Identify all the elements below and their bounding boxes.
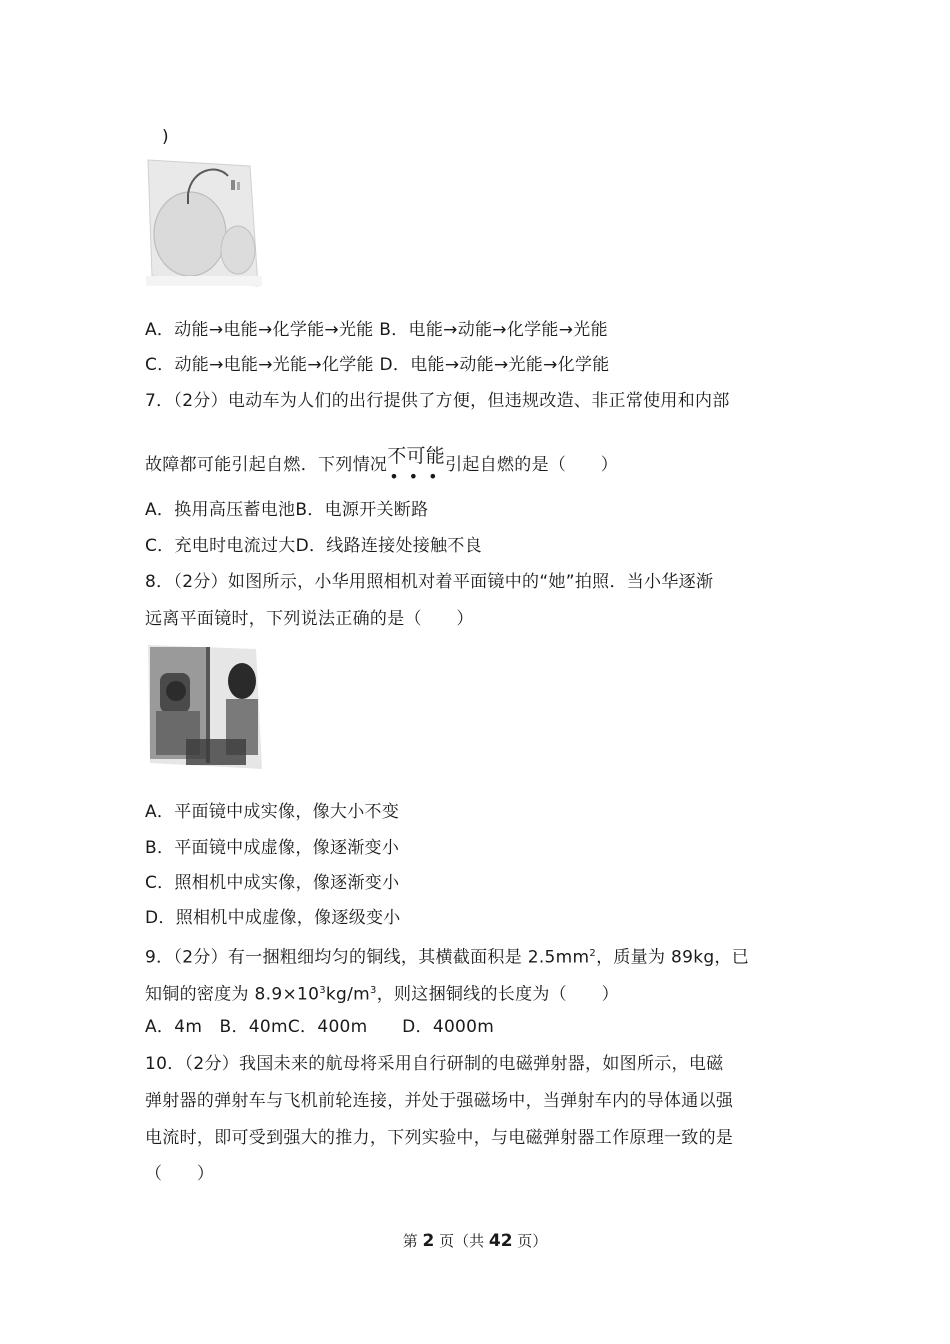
q9-stem-line1 [145,943,749,969]
q9-stem-text-2: ，质量为 89kg，已 [596,947,750,968]
mirror-camera-figure [146,643,264,773]
footer-prefix: 第 [402,1232,423,1250]
footer-total-pages: 42 [488,1231,513,1251]
q9-stem-tail: ，则这捆铜线的长度为（ ） [376,984,619,1005]
q7-option-c[interactable]: C．充电时电流过大 [145,536,296,556]
q8-stem-line1: 8．（2分）如图所示，小华用照相机对着平面镜中的“她”拍照．当小华逐渐 [145,572,714,592]
q10-stem-line1: 10．（2分）我国未来的航母将采用自行研制的电磁弹射器，如图所示，电磁 [145,1054,724,1074]
footer-suffix: 页） [512,1232,548,1250]
q6-option-c[interactable]: C．动能→电能→光能→化学能 [145,355,374,375]
q9-density-exponent: 3 [319,985,326,996]
q8-option-b[interactable]: B．平面镜中成虚像，像逐渐变小 [145,838,400,858]
q6-stem-tail: ) [162,127,169,147]
q8-option-c[interactable]: C．照相机中成实像，像逐渐变小 [145,873,400,893]
q7-option-d[interactable]: D．线路连接处接触不良 [295,536,482,556]
q8-stem-line2: 远离平面镜时，下列说法正确的是（ ） [145,609,474,629]
q8-option-a[interactable]: A．平面镜中成实像，像大小不变 [145,802,400,822]
footer-middle: 页（共 [434,1232,489,1250]
q9-density-unit: kg/m [325,984,371,1005]
fruit-battery-figure [146,158,262,288]
q10-stem-line3: 电流时，即可受到强大的推力，下列实验中，与电磁弹射器工作原理一致的是 [145,1128,734,1148]
q6-option-b[interactable]: B．电能→动能→化学能→光能 [379,320,608,340]
q7-stem-line1: 7．（2分）电动车为人们的出行提供了方便，但违规改造、非正常使用和内部 [145,391,730,411]
q6-option-a[interactable]: A．动能→电能→化学能→光能 [145,320,374,340]
q7-emphasis: 不可能 ••• [387,445,448,486]
q10-stem-line2: 弹射器的弹射车与飞机前轮连接，并处于强磁场中，当弹射车内的导体通以强 [145,1091,734,1111]
q9-options[interactable]: A．4m B．40mC．400m D．4000m [145,1017,495,1037]
footer-page-number: 2 [422,1231,435,1251]
q7-option-b[interactable]: B．电源开关断路 [295,500,429,520]
q6-options-row1 [145,319,608,341]
q9-density-text: 知铜的密度为 8.9×10 [145,984,320,1005]
q8-option-d[interactable]: D．照相机中成虚像，像逐级变小 [145,908,401,928]
q7-stem-tail: 引起自燃的是（ ） [445,455,619,475]
q7-options-row2 [145,535,482,557]
q7-stem-line2 [145,445,619,486]
q10-stem-line4: （ ） [145,1164,215,1184]
q7-emphasis-text: 不可能 [387,445,446,467]
q7-stem-text: 故障都可能引起自燃．下列情况 [145,455,388,475]
page-footer [0,1230,950,1251]
q6-option-d[interactable]: D．电能→动能→光能→化学能 [379,355,610,375]
q6-options-row2 [145,354,610,376]
q9-unit-exponent: 3 [370,985,377,996]
q9-stem-text: 9．（2分）有一捆粗细均匀的铜线，其横截面积是 2.5mm [145,947,590,968]
q9-stem-line2 [145,980,619,1006]
q9-area-exponent: 2 [589,948,597,959]
q7-options-row1 [145,499,428,521]
q7-option-a[interactable]: A．换用高压蓄电池 [145,500,296,520]
